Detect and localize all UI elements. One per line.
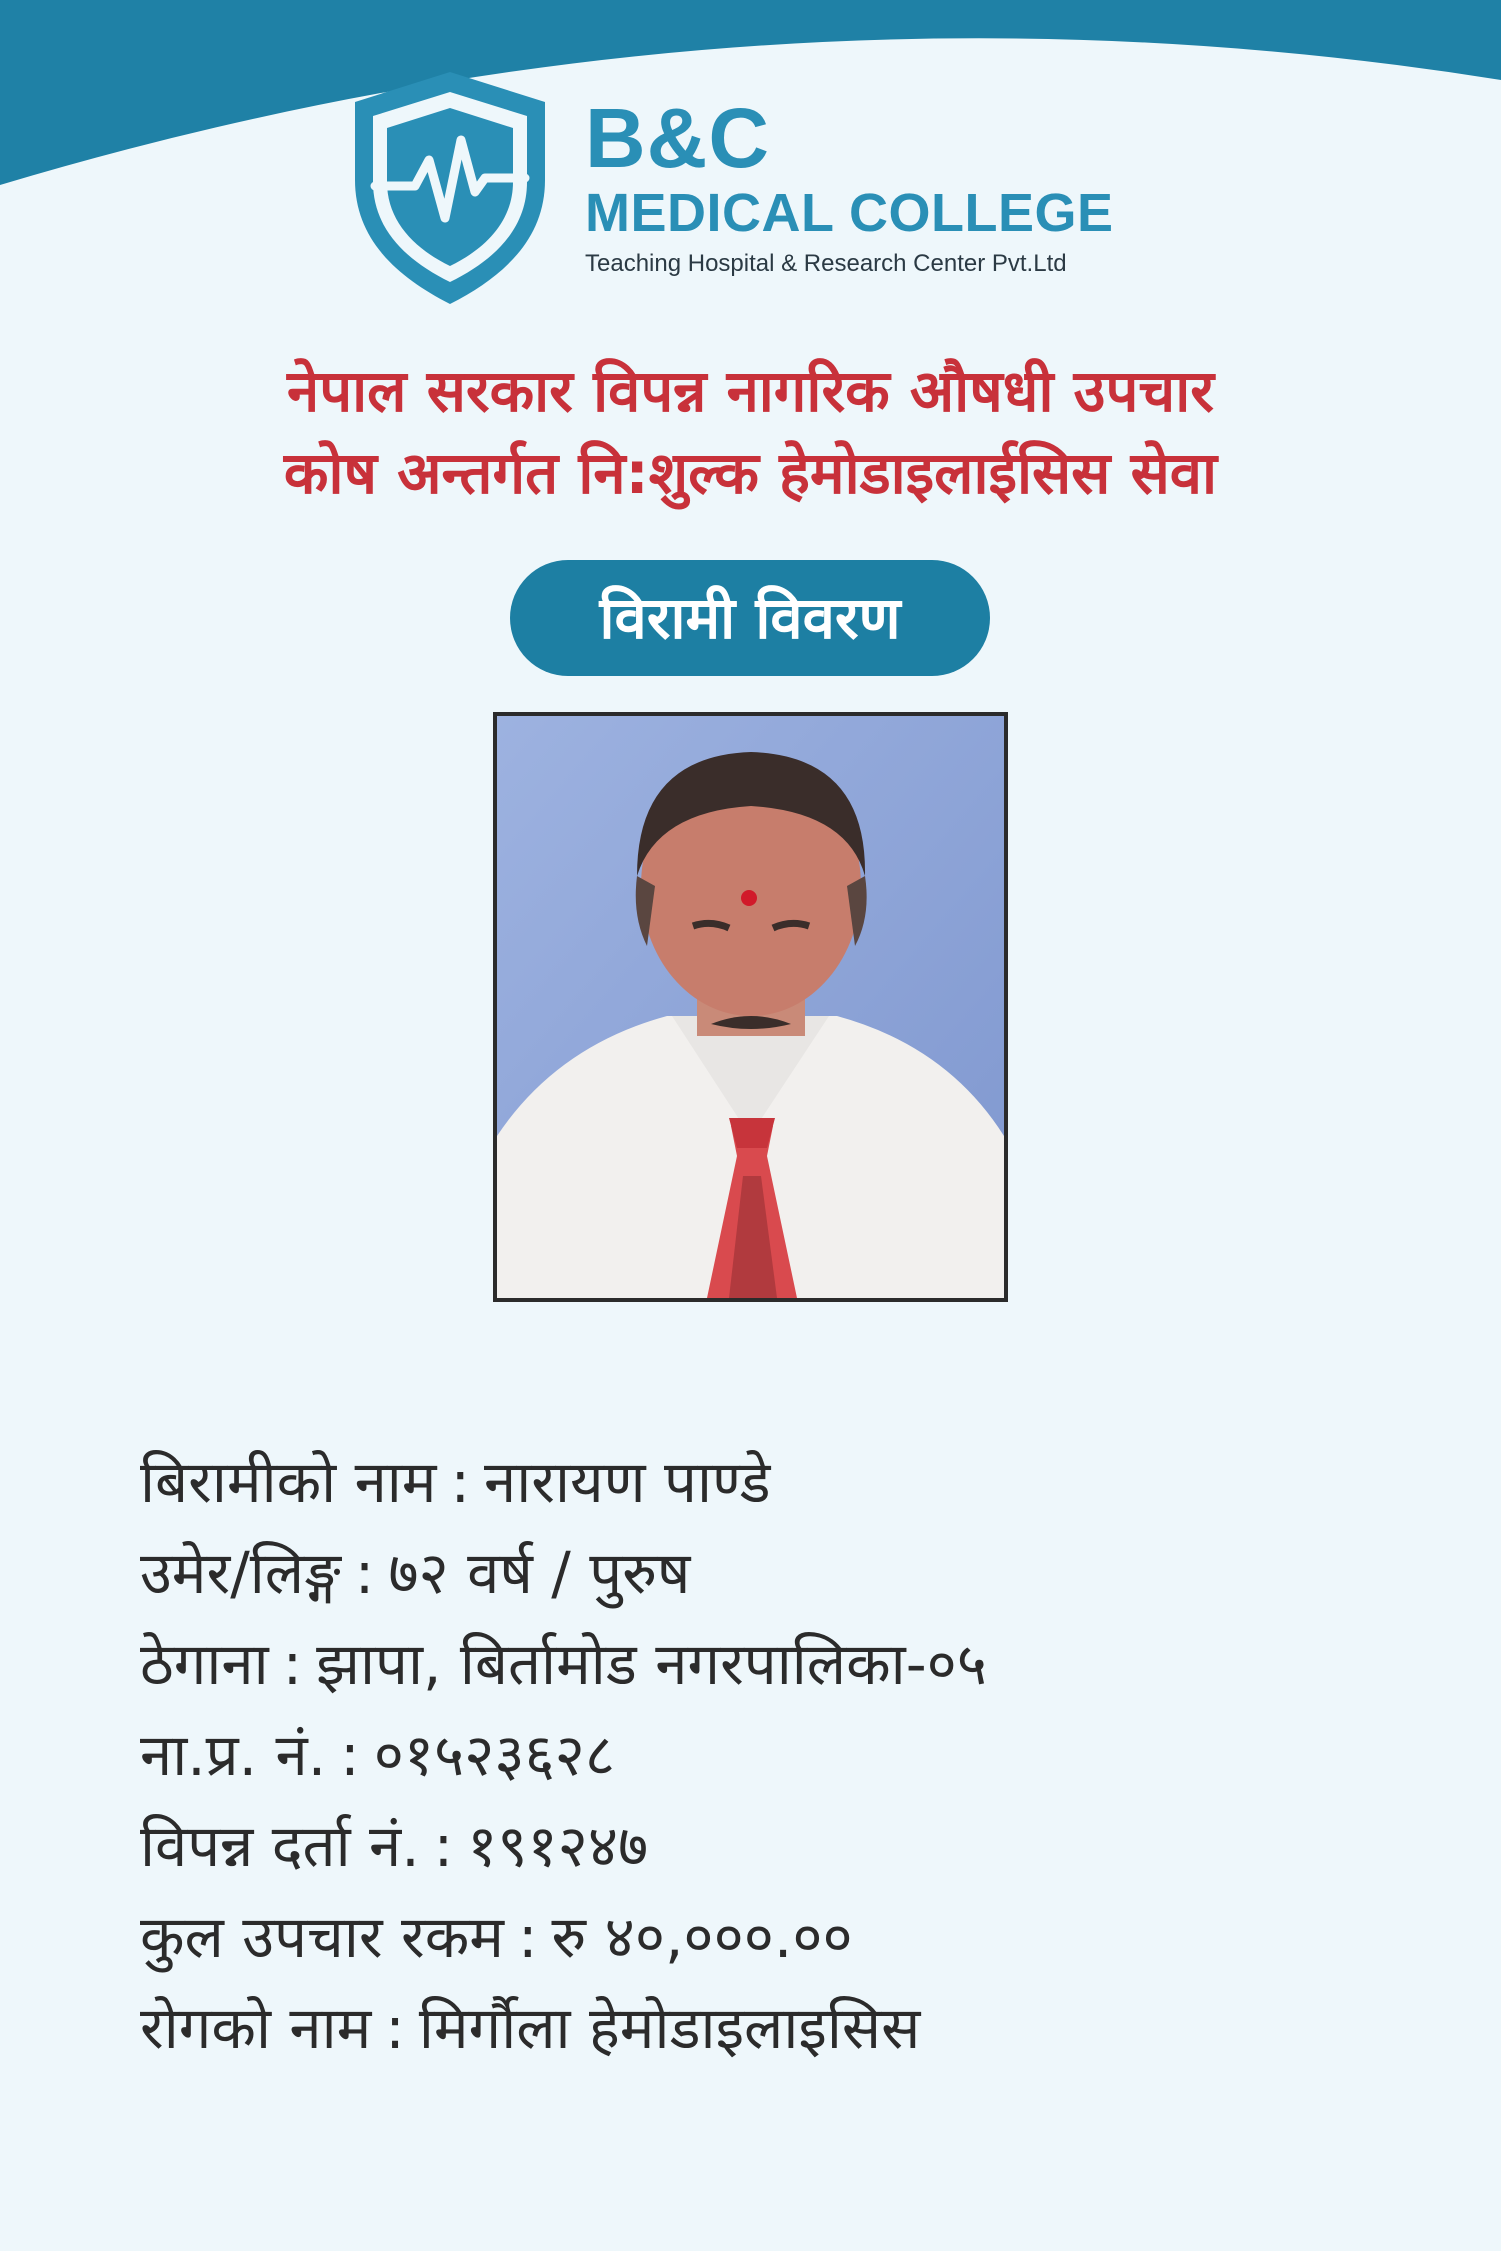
headline-line2: कोष अन्तर्गत नि:शुल्क हेमोडाइलाईसिस सेवा	[283, 439, 1218, 507]
detail-value: ७२ वर्ष / पुरुष	[388, 1539, 691, 1607]
detail-row-disease-name: रोगको नाम : मिर्गौला हेमोडाइलाइसिस	[140, 1994, 921, 2062]
detail-row-treatment-amount: कुल उपचार रकम : रु ४०,०००.००	[140, 1903, 853, 1971]
detail-row-registration-number: विपन्न दर्ता नं. : १९१२४७	[140, 1812, 649, 1880]
detail-value: रु ४०,०००.००	[551, 1903, 853, 1971]
section-title-badge: विरामी विवरण	[510, 560, 990, 676]
college-name-line1: B&C	[585, 91, 770, 185]
patient-details	[140, 1437, 1440, 2074]
detail-label: ना.प्र. नं.	[140, 1721, 327, 1789]
detail-label: विपन्न दर्ता नं.	[140, 1812, 420, 1880]
detail-value: १९१२४७	[467, 1812, 649, 1880]
patient-photo	[493, 712, 1008, 1302]
detail-row-name: बिरामीको नाम : नारायण पाण्डे	[140, 1448, 771, 1516]
college-name-line2: MEDICAL COLLEGE	[585, 183, 1114, 243]
patient-portrait-photo	[497, 716, 1004, 1298]
headline-line1: नेपाल सरकार विपन्न नागरिक औषधी उपचार	[287, 357, 1214, 425]
college-tagline: Teaching Hospital & Research Center Pvt.Ltd	[585, 250, 1067, 277]
detail-value: मिर्गौला हेमोडाइलाइसिस	[418, 1994, 921, 2062]
detail-label: बिरामीको नाम	[140, 1448, 437, 1516]
detail-row-address: ठेगाना : झापा, बिर्तामोड नगरपालिका-०५	[140, 1630, 987, 1698]
program-headline	[60, 350, 1441, 514]
detail-label: ठेगाना	[140, 1630, 269, 1698]
shield-heartbeat-icon	[345, 68, 555, 308]
college-logo	[345, 68, 1135, 313]
detail-value: झापा, बिर्तामोड नगरपालिका-०५	[316, 1630, 987, 1698]
detail-label: कुल उपचार रकम	[140, 1903, 504, 1971]
detail-label: उमेर/लिङ्ग	[140, 1539, 341, 1607]
detail-value: ०१५२३६२८	[373, 1721, 615, 1789]
detail-row-citizenship-number: ना.प्र. नं. : ०१५२३६२८	[140, 1721, 615, 1789]
detail-row-age-gender: उमेर/लिङ्ग : ७२ वर्ष / पुरुष	[140, 1539, 691, 1607]
detail-value: नारायण पाण्डे	[484, 1448, 771, 1516]
detail-label: रोगको नाम	[140, 1994, 372, 2062]
